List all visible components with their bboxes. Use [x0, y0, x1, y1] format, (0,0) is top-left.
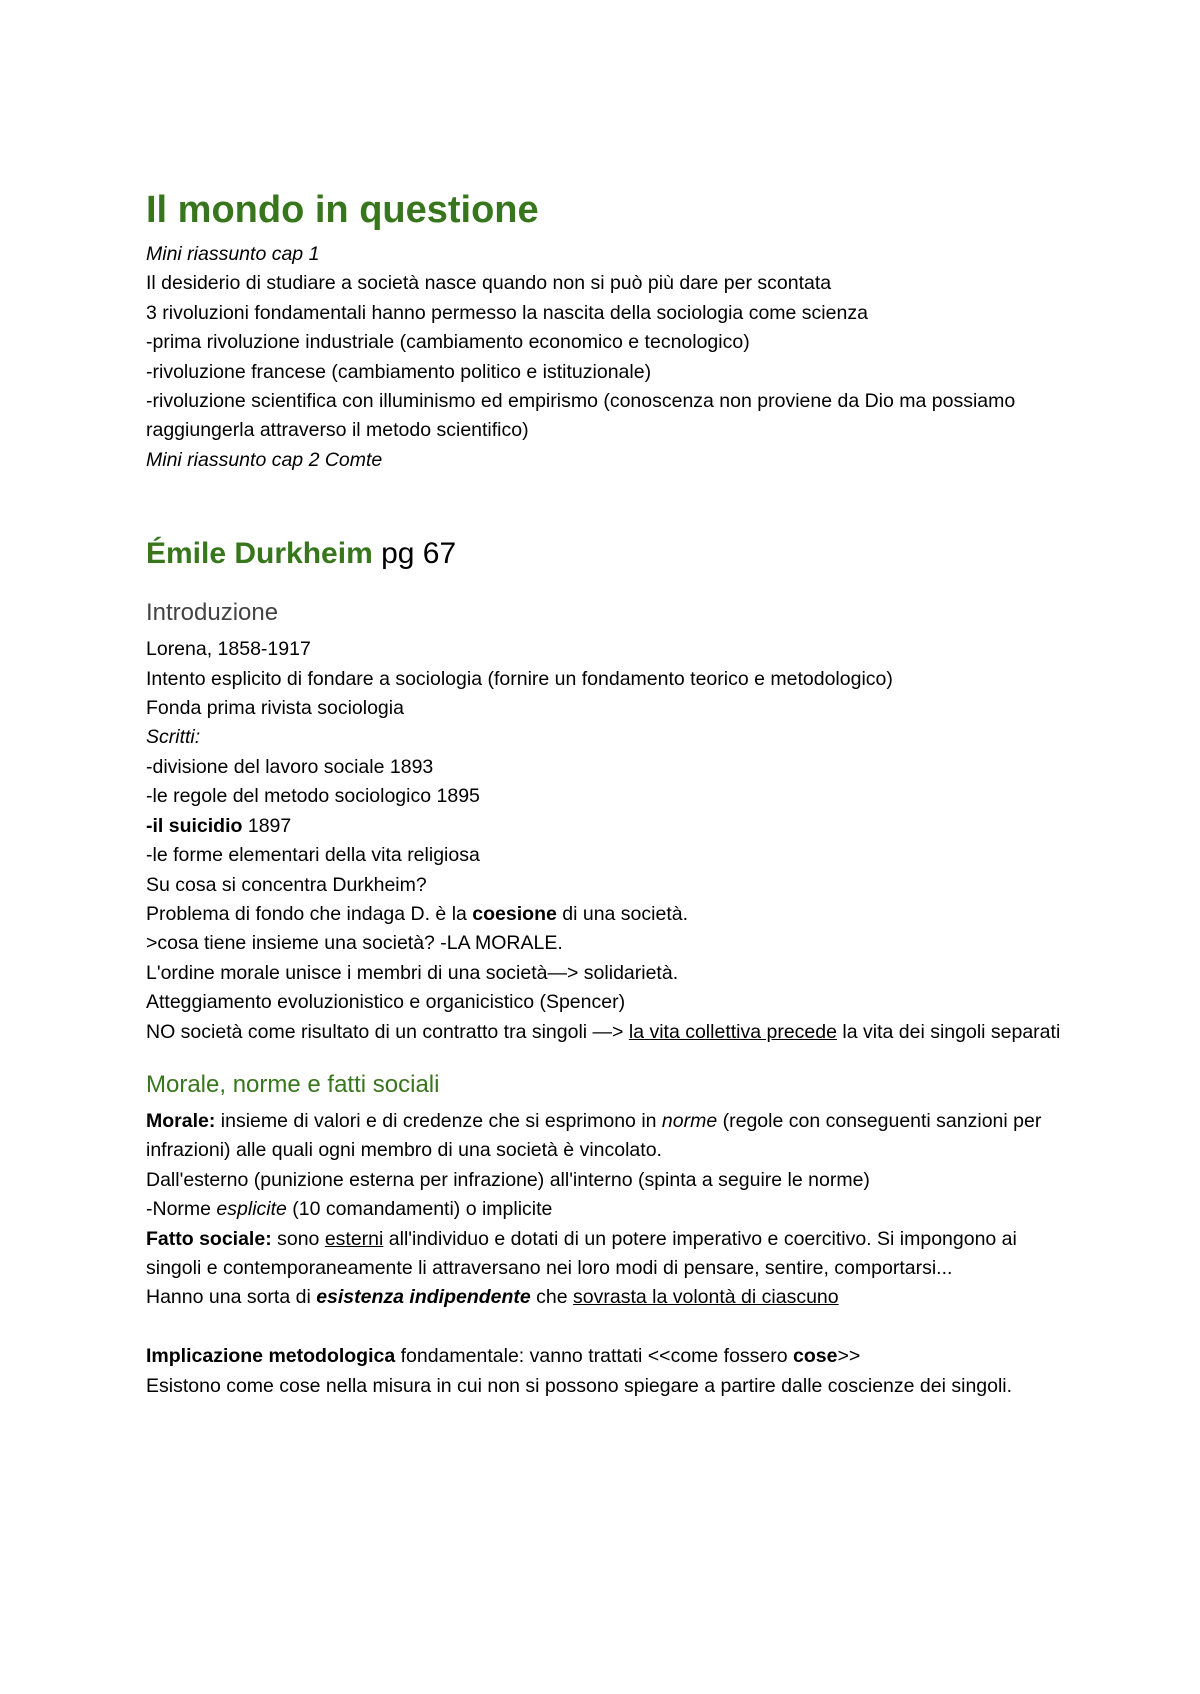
paragraph-line — [146, 900, 1066, 929]
paragraph-line — [146, 1195, 1066, 1224]
plain-text: Problema di fondo che indaga D. è la — [146, 902, 473, 925]
paragraph-line — [146, 1283, 1066, 1312]
paragraph-line: Esistono come cose nella misura in cui non si possono spiegare a partire dalle coscienze dei singoli. — [146, 1374, 1013, 1397]
bold-text: -il suicidio — [146, 814, 243, 837]
title-durkheim-name: Émile Durkheim — [146, 537, 373, 571]
plain-text: insieme di valori e di credenze che si esprimono in — [215, 1109, 662, 1132]
underlined-text: la vita collettiva precede — [628, 1020, 837, 1043]
plain-text: -Norme — [146, 1198, 217, 1221]
bold-text: cose — [793, 1345, 838, 1368]
paragraph-line: >cosa tiene insieme una società? -LA MORALE. — [146, 932, 563, 955]
plain-text: sono — [271, 1227, 325, 1250]
paragraph-line: Intento esplicito di fondare a sociologia (fornire un fondamento teorico e metodologico) — [146, 667, 893, 690]
plain-text: >> — [837, 1345, 861, 1368]
paragraph-line: Lorena, 1858-1917 — [146, 638, 311, 661]
paragraph-mini-riassunto-1: Mini riassunto cap 1 — [146, 243, 320, 265]
plain-text: (10 comandamenti) o implicite — [286, 1198, 553, 1221]
paragraph-line: Dall'esterno (punizione esterna per infrazione) all'interno (spinta a seguire le norme) — [146, 1168, 870, 1191]
paragraph-line — [146, 1225, 1066, 1284]
plain-text: fondamentale: vanno trattati <<come fossero — [395, 1345, 794, 1368]
paragraph-line: 3 rivoluzioni fondamentali hanno permesso la nascita della sociologia come scienza — [146, 301, 868, 324]
italic-text: norme — [661, 1109, 718, 1132]
paragraph-line — [146, 1107, 1066, 1166]
paragraph-line: Il desiderio di studiare a società nasce quando non si può più dare per scontata — [146, 272, 832, 295]
plain-text: all'individuo e dotati di un potere imperativo e coercitivo. Si impongono ai singoli e contemporaneamente li attraversano nei loro modi di pensare, sentire, comportarsi... — [146, 1227, 1017, 1279]
bold-italic-text: esistenza indipendente — [316, 1286, 531, 1309]
underlined-text: sovrasta la volontà di ciascuno — [573, 1286, 839, 1309]
list-item: -rivoluzione scientifica con illuminismo ed empirismo (conoscenza non proviene da Dio ma possiamo raggiungerla attraverso il metodo scientifico) — [146, 390, 1016, 442]
title-durkheim-page: pg 67 — [372, 537, 457, 571]
bold-text: Implicazione metodologica — [146, 1345, 396, 1368]
document-body — [146, 180, 1066, 1401]
paragraph-line: Su cosa si concentra Durkheim? — [146, 873, 427, 896]
italic-text: esplicite — [216, 1198, 287, 1221]
paragraph-line: Fonda prima rivista sociologia — [146, 697, 404, 720]
heading-morale-norme-fatti-sociali: Morale, norme e fatti sociali — [146, 1070, 440, 1098]
plain-text: la vita dei singoli separati — [836, 1020, 1061, 1043]
bold-text: coesione — [472, 902, 557, 925]
paragraph-line — [146, 1342, 1066, 1371]
list-item: -rivoluzione francese (cambiamento politico e istituzionale) — [146, 360, 652, 383]
underlined-text: esterni — [324, 1227, 384, 1250]
paragraph-line: L'ordine morale unisce i membri di una società—> solidarietà. — [146, 961, 679, 984]
list-item: -le regole del metodo sociologico 1895 — [146, 785, 480, 808]
plain-text: 1897 — [242, 814, 292, 837]
heading-introduzione: Introduzione — [146, 599, 279, 627]
bold-text: Morale: — [146, 1109, 216, 1132]
list-item — [146, 812, 1066, 841]
paragraph-line — [146, 1018, 1066, 1047]
title-il-mondo-in-questione: Il mondo in questione — [146, 189, 539, 231]
paragraph-line: Atteggiamento evoluzionistico e organicistico (Spencer) — [146, 991, 626, 1014]
list-item: -divisione del lavoro sociale 1893 — [146, 755, 434, 778]
list-item: -prima rivoluzione industriale (cambiamento economico e tecnologico) — [146, 331, 750, 354]
title-durkheim — [146, 527, 1066, 581]
plain-text: che — [530, 1286, 574, 1309]
plain-text: NO società come risultato di un contratto tra singoli —> — [146, 1020, 629, 1043]
plain-text: Hanno una sorta di — [146, 1286, 317, 1309]
plain-text: di una società. — [556, 902, 689, 925]
spacer — [146, 1313, 1066, 1342]
bold-text: Fatto sociale: — [146, 1227, 272, 1250]
plain-text: (regole con conseguenti sanzioni per infrazioni) alle quali ogni membro di una società è vincolato. — [146, 1109, 1042, 1162]
paragraph-scritti: Scritti: — [146, 726, 201, 749]
paragraph-mini-riassunto-2: Mini riassunto cap 2 Comte — [146, 448, 383, 471]
list-item: -le forme elementari della vita religiosa — [146, 844, 480, 867]
